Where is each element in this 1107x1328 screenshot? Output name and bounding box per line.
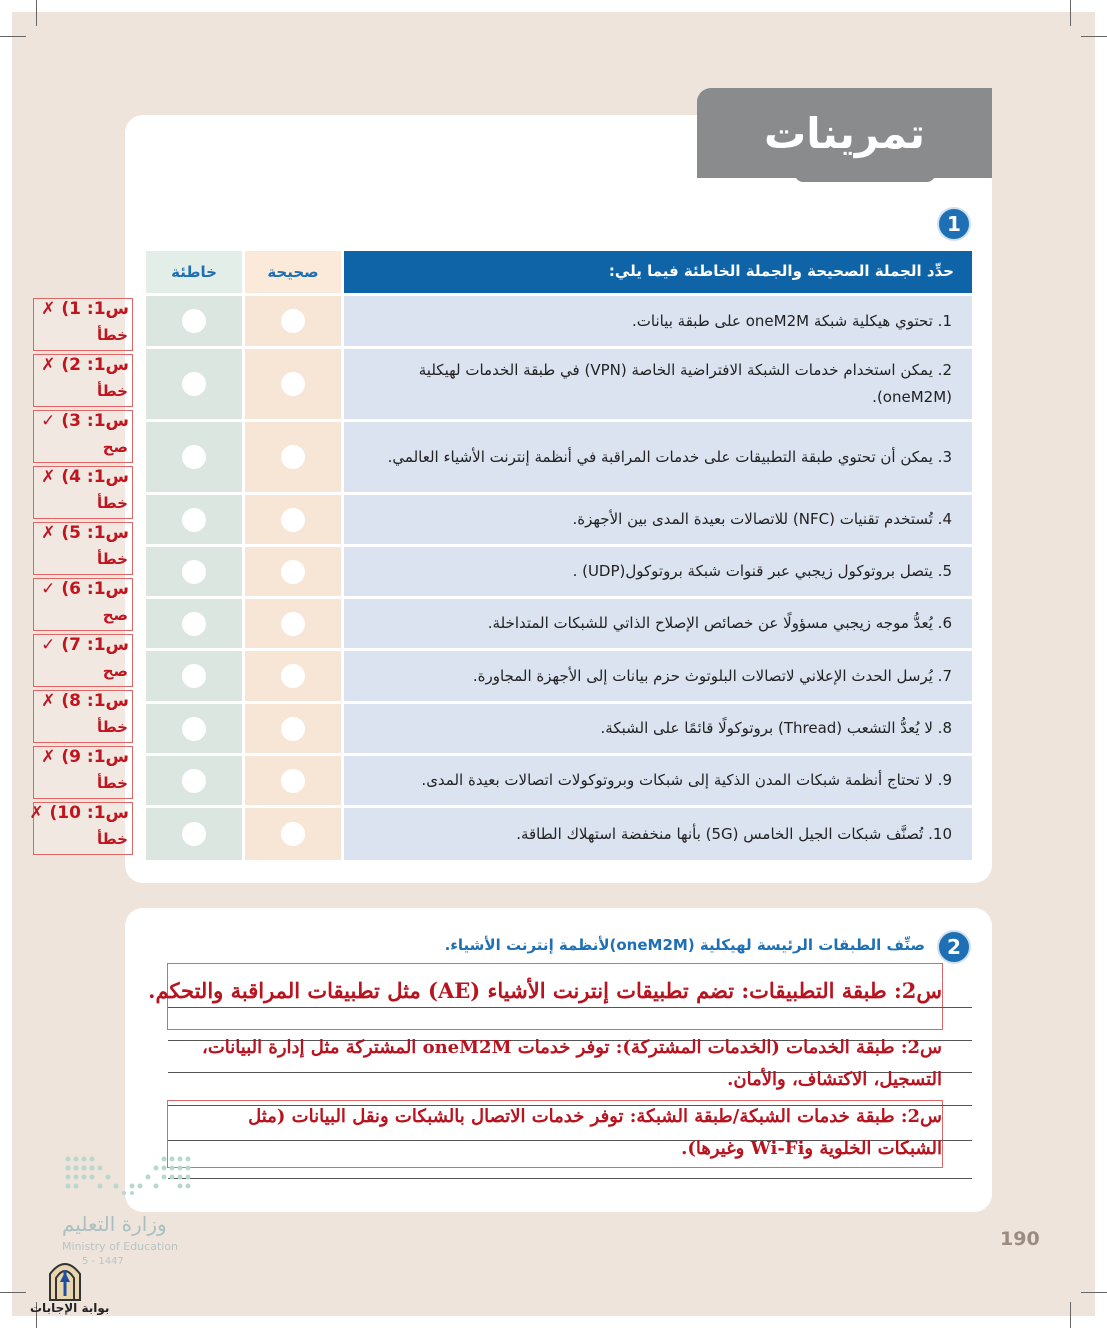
handwritten-answer-note [33,466,133,519]
false-radio[interactable] [182,445,206,469]
handwritten-answer-note [33,354,133,407]
true-cell [245,296,341,346]
statement-row [146,808,972,860]
statement-row [146,704,972,753]
statement-row [146,349,972,419]
false-cell [146,422,242,492]
handwritten-answer-note [33,578,133,631]
answer-ref: س1: 10) ✗ [29,803,129,823]
false-cell [146,349,242,419]
answer-verdict: خطأ [96,494,128,512]
statement-text [344,422,972,492]
statement-label: 10. تُصنَّف شبكات الجيل الخامس (5G) بأنها منخفضة استهلاك الطاقة. [516,824,952,843]
exercise-1-instruction: حدِّد الجملة الصحيحة والجملة الخاطئة فيما يلي: [344,251,972,293]
statement-text [344,547,972,596]
statement-label: 9. لا تحتاج أنظمة شبكات المدن الذكية إلى شبكات وبروتوكولات اتصالات بعيدة المدى. [421,771,952,789]
answer-verdict: خطأ [96,774,128,792]
true-radio[interactable] [281,372,305,396]
statement-row [146,422,972,492]
false-radio[interactable] [182,664,206,688]
false-radio[interactable] [182,822,206,846]
exercise-2-instruction: صنِّف الطبقات الرئيسة لهيكلية (oneM2M)لأنظمة إنترنت الأشياء. [444,936,925,954]
true-radio[interactable] [281,309,305,333]
section-title-tab [697,88,992,178]
handwritten-answer-note [33,522,133,575]
true-cell [245,704,341,753]
true-cell [245,808,341,860]
answer-mark-icon: ✗ [41,299,56,319]
answer-ref: س1: 3) ✓ [41,411,129,431]
ministry-name-english: Ministry of Education [62,1240,179,1253]
crop-mark [1070,0,1071,26]
false-cell [146,296,242,346]
ministry-year: 5 - 1447 [82,1256,124,1267]
false-radio[interactable] [182,769,206,793]
answer-ref: س1: 8) ✗ [41,691,129,711]
column-header-true: صحيحة [245,251,341,293]
false-cell [146,756,242,805]
handwritten-answer: س2: طبقة الخدمات (الخدمات المشتركة): توفر خدمات oneM2M المشتركة مثل إدارة البيانات، [202,1037,942,1058]
true-radio[interactable] [281,717,305,741]
statement-label: 7. يُرسل الحدث الإعلاني لاتصالات البلوتوث حزم بيانات إلى الأجهزة المجاورة. [472,666,952,685]
crop-mark [1081,36,1107,37]
true-cell [245,349,341,419]
section-title: تمرينات [764,108,925,158]
true-radio[interactable] [281,508,305,532]
statement-row [146,296,972,346]
statement-text [344,599,972,648]
ministry-logo-icon [64,1155,199,1197]
answer-ref: س1: 5) ✗ [41,523,129,543]
statement-row [146,756,972,805]
handwritten-answer: س2: طبقة التطبيقات: تضم تطبيقات إنترنت الأشياء (AE) مثل تطبيقات المراقبة والتحكم. [148,978,942,1003]
true-cell [245,495,341,544]
statement-text [344,495,972,544]
statement-label: 1. تحتوي هيكلية شبكة oneM2M على طبقة بيانات. [631,311,952,330]
answer-mark-icon: ✓ [41,411,56,431]
answer-verdict: خطأ [96,550,128,568]
answer-ref: س1: 9) ✗ [41,747,129,767]
statement-label: 3. يمكن أن تحتوي طبقة التطبيقات على خدمات المراقبة في أنظمة إنترنت الأشياء العالمي. [387,447,952,466]
exercise-2-number: 2 [937,930,971,964]
answer-verdict: خطأ [96,326,128,344]
exercise-1-number: 1 [937,207,971,241]
statement-text [344,651,972,701]
handwritten-answer: الشبكات الخلوية وWi-Fi وغيرها). [681,1138,942,1159]
true-cell [245,599,341,648]
false-cell [146,808,242,860]
portal-logo-icon [44,1258,86,1302]
statement-text [344,349,972,419]
statement-text [344,808,972,860]
answer-mark-icon: ✗ [41,747,56,767]
statement-row [146,495,972,544]
false-radio[interactable] [182,372,206,396]
true-cell [245,547,341,596]
ministry-name-arabic: وزارة التعليم [62,1212,167,1236]
false-radio[interactable] [182,612,206,636]
true-cell [245,651,341,701]
true-radio[interactable] [281,612,305,636]
answer-mark-icon: ✗ [41,355,56,375]
true-radio[interactable] [281,664,305,688]
statement-row [146,547,972,596]
answer-ref: س1: 1) ✗ [41,299,129,319]
statement-text [344,704,972,753]
answer-verdict: صح [102,662,128,680]
statement-label: 6. يُعدُّ موجه زيجبي مسؤولًا عن خصائص الإصلاح الذاتي للشبكات المتداخلة. [487,614,952,632]
statement-text [344,756,972,805]
crop-mark [1070,1302,1071,1328]
answer-ref: س1: 2) ✗ [41,355,129,375]
false-cell [146,651,242,701]
answer-verdict: خطأ [96,718,128,736]
answer-ref: س1: 4) ✗ [41,467,129,487]
handwritten-answer-note [33,690,133,743]
statement-text [344,296,972,346]
ruled-line [168,1178,972,1179]
answer-mark-icon: ✓ [41,635,56,655]
false-radio[interactable] [182,560,206,584]
statement-label: 8. لا يُعدُّ التشعب (Thread) بروتوكولًا قائمًا على الشبكة. [600,719,952,737]
answer-mark-icon: ✗ [41,523,56,543]
true-radio[interactable] [281,769,305,793]
answer-verdict: خطأ [96,382,128,400]
answer-mark-icon: ✗ [29,803,44,823]
handwritten-answer: س2: طبقة خدمات الشبكة/طبقة الشبكة: توفر خدمات الاتصال بالشبكات ونقل البيانات (مثل [248,1106,942,1127]
false-cell [146,599,242,648]
statement-label: 2. يمكن استخدام خدمات الشبكة الافتراضية الخاصة (VPN) في طبقة الخدمات لهيكلية (oneM2M). [418,361,952,406]
answer-ref: س1: 7) ✓ [41,635,129,655]
answer-ref: س1: 6) ✓ [41,579,129,599]
false-cell [146,495,242,544]
false-radio[interactable] [182,717,206,741]
answer-verdict: صح [102,438,128,456]
ruled-line [168,1007,972,1008]
column-header-false: خاطئة [146,251,242,293]
handwritten-answer-note [33,410,133,463]
crop-mark [36,0,37,26]
crop-mark [0,1292,26,1293]
statement-row [146,651,972,701]
statement-row [146,599,972,648]
false-cell [146,547,242,596]
false-radio[interactable] [182,508,206,532]
statement-label: 5. يتصل بروتوكول زيجبي عبر قنوات شبكة بروتوكول(UDP) . [572,562,952,580]
statement-label: 4. تُستخدم تقنيات (NFC) للاتصالات بعيدة المدى بين الأجهزة. [572,510,952,528]
answer-mark-icon: ✗ [41,691,56,711]
answer-mark-icon: ✗ [41,467,56,487]
false-radio[interactable] [182,309,206,333]
crop-mark [0,36,26,37]
true-radio[interactable] [281,822,305,846]
handwritten-answer: التسجيل، الاكتشاف، والأمان. [727,1069,942,1090]
true-radio[interactable] [281,445,305,469]
answer-mark-icon: ✓ [41,579,56,599]
title-tab-notch [795,172,935,182]
crop-mark [1081,1292,1107,1293]
handwritten-answer-note [33,298,133,351]
handwritten-answer-note [29,802,133,855]
handwritten-answer-note [33,746,133,799]
true-radio[interactable] [281,560,305,584]
true-cell [245,422,341,492]
answer-verdict: صح [102,606,128,624]
handwritten-answer-note [33,634,133,687]
page-number: 190 [1000,1228,1040,1250]
false-cell [146,704,242,753]
portal-name: بوابة الإجابات [30,1301,110,1315]
answer-verdict: خطأ [96,830,128,848]
true-cell [245,756,341,805]
